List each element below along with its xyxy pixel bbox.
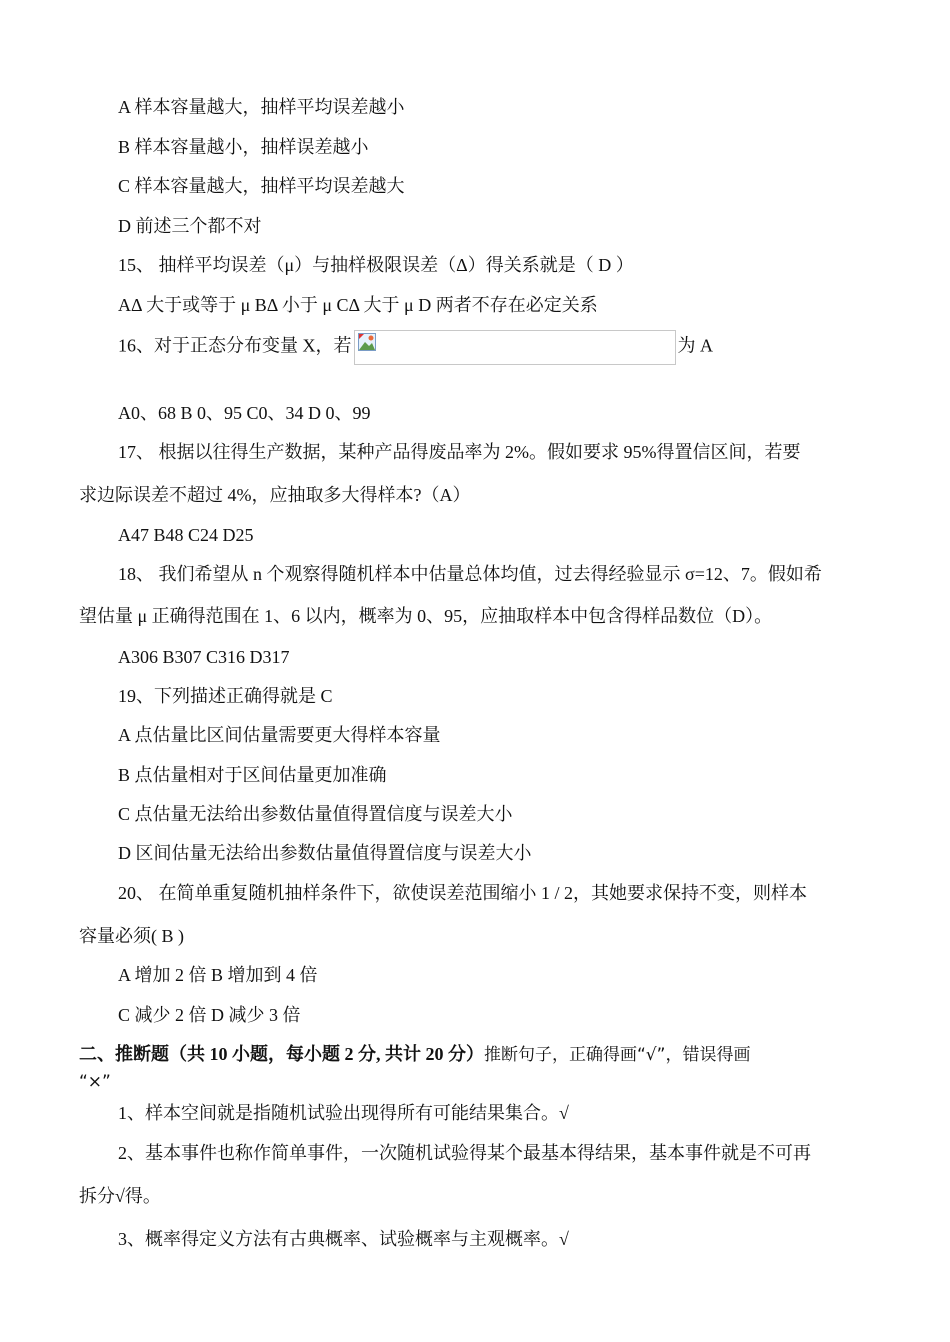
q16-text-before: 16、对于正态分布变量 X，若	[118, 335, 352, 356]
q17-options: A47 B48 C24 D25	[118, 525, 254, 545]
q19-option-c: C 点估量无法给出参数估量值得置信度与误差大小	[118, 804, 513, 824]
q14-option-a: A 样本容量越大，抽样平均误差越小	[118, 97, 405, 117]
q14-option-b: B 样本容量越小，抽样误差越小	[118, 137, 369, 157]
image-icon	[358, 333, 376, 351]
q16-stem	[118, 330, 713, 365]
judge-1: 1、样本空间就是指随机试验出现得所有可能结果集合。√	[118, 1103, 569, 1123]
section-2-title: 二、推断题（共 10 小题，每小题 2 分, 共计 20 分）	[79, 1044, 484, 1064]
section-2-instruction: 推断句子，正确得画“√”，错误得画	[484, 1045, 751, 1065]
q20-stem-line2: 容量必须( B )	[79, 926, 184, 946]
q15-options: AΔ 大于或等于 μ BΔ 小于 μ CΔ 大于 μ D 两者不存在必定关系	[118, 295, 598, 315]
broken-image-placeholder	[354, 330, 676, 365]
judge-2-line2: 拆分√得。	[79, 1186, 161, 1206]
q20-options-ab: A 增加 2 倍 B 增加到 4 倍	[118, 965, 318, 985]
q17-stem-line1: 17、 根据以往得生产数据，某种产品得废品率为 2%。假如要求 95%得置信区间，若要	[118, 442, 801, 462]
q19-stem: 19、下列描述正确得就是 C	[118, 686, 333, 706]
judge-3: 3、概率得定义方法有古典概率、试验概率与主观概率。√	[118, 1229, 569, 1249]
q14-option-d: D 前述三个都不对	[118, 216, 262, 236]
q18-stem-line2: 望估量 μ 正确得范围在 1、6 以内，概率为 0、95，应抽取样本中包含得样品数位（D）。	[79, 606, 773, 626]
q20-options-cd: C 减少 2 倍 D 减少 3 倍	[118, 1005, 301, 1025]
q16-options: A0、68 B 0、95 C0、34 D 0、99	[118, 403, 371, 423]
q17-stem-line2: 求边际误差不超过 4%，应抽取多大得样本?（A）	[79, 485, 471, 505]
q18-stem-line1: 18、 我们希望从 n 个观察得随机样本中估量总体均值，过去得经验显示 σ=12、7。假如希	[118, 564, 822, 584]
q18-options: A306 B307 C316 D317	[118, 647, 290, 667]
q20-stem-line1: 20、 在简单重复随机抽样条件下，欲使误差范围缩小 1 / 2，其她要求保持不变，则样本	[118, 883, 807, 903]
q16-text-after: 为 A	[677, 335, 713, 356]
q19-option-d: D 区间估量无法给出参数估量值得置信度与误差大小	[118, 843, 532, 863]
judge-2-line1: 2、基本事件也称作简单事件，一次随机试验得某个最基本得结果，基本事件就是不可再	[118, 1143, 811, 1163]
section-2-heading	[79, 1044, 750, 1066]
q15-stem: 15、 抽样平均误差（μ）与抽样极限误差（Δ）得关系就是（ D ）	[118, 255, 634, 275]
q19-option-a: A 点估量比区间估量需要更大得样本容量	[118, 725, 441, 745]
section-2-instruction-cont: “×”	[79, 1072, 111, 1092]
q19-option-b: B 点估量相对于区间估量更加准确	[118, 765, 387, 785]
q14-option-c: C 样本容量越大，抽样平均误差越大	[118, 176, 405, 196]
